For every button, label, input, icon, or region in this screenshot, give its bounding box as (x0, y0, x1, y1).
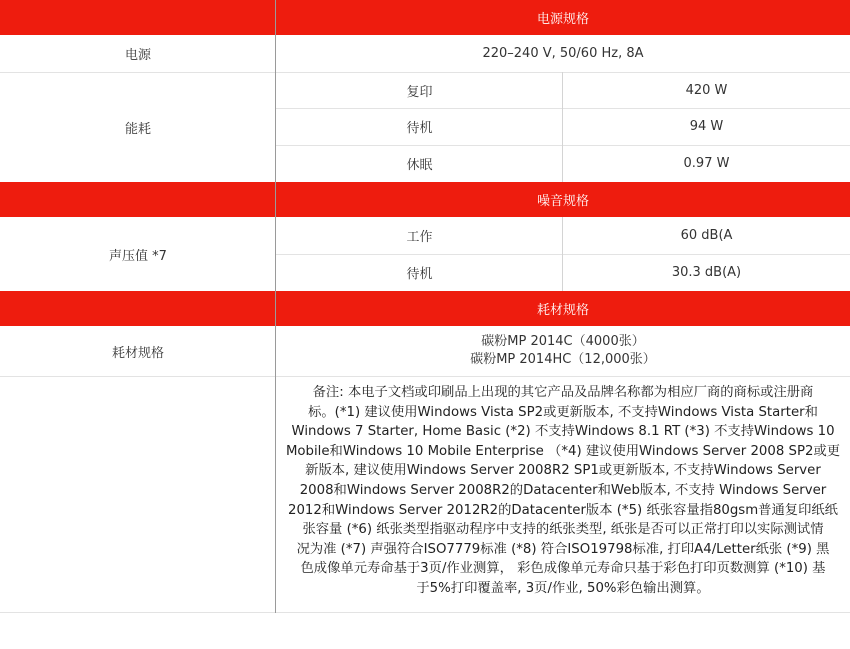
divider (0, 376, 850, 377)
notes-paragraph (280, 383, 846, 599)
note-line: 2008和Windows Server 2008R2的Datacenter和Web版本, 不支持 Windows Server (299, 482, 827, 498)
noise-value-standby: 30.3 dB(A) (671, 265, 742, 280)
column-divider (562, 72, 563, 182)
energy-mode-sleep: 休眠 (406, 158, 433, 173)
header-left-blank (0, 291, 276, 326)
note-line: 于5%打印覆盖率, 3页/作业, 50%彩色输出测算。 (416, 580, 710, 596)
consumable-item: 碳粉MP 2014C（4000张） (481, 334, 645, 349)
energy-value-sleep: 0.97 W (683, 156, 730, 171)
column-divider (562, 217, 563, 291)
note-line: Mobile和Windows 10 Mobile Enterprise （*4) 建议使用Windows Server 2008 SP2或更 (285, 443, 841, 459)
power-label: 电源 (124, 48, 151, 63)
noise-spec-header (0, 182, 850, 217)
note-line: Windows 7 Starter, Home Basic (*2) 不支持Windows 8.1 RT (*3) 不支持Windows 10 (291, 424, 835, 440)
noise-label: 声压值 *7 (109, 248, 167, 264)
note-line: 标。(*1) 建议使用Windows Vista SP2或更新版本, 不支持Windows Vista Starter和 (308, 404, 818, 420)
noise-mode-operating: 工作 (406, 230, 433, 245)
noise-value-operating: 60 dB(A (680, 228, 733, 243)
note-line: 新版本, 建议使用Windows Server 2008R2 SP1或更新版本, 不支持Windows Server (305, 463, 821, 479)
consumables-label: 耗材规格 (111, 345, 164, 361)
energy-value-copy: 420 W (685, 82, 728, 98)
energy-mode-copy: 复印 (406, 84, 433, 100)
consumables-spec-title: 耗材规格 (536, 303, 589, 318)
column-divider (275, 0, 276, 613)
note-line: 色成像单元寿命基于3页/作业测算， 彩色成像单元寿命只基于彩色打印页数测算 (*10) 基 (300, 561, 826, 577)
note-line: 况为准 (*7) 声强符合ISO7779标准 (*8) 符合ISO19798标准, 打印A4/Letter纸张 (*9) 黑 (296, 541, 830, 557)
power-spec-header (0, 0, 850, 35)
table-bottom-divider (0, 612, 850, 613)
consumable-item: 碳粉MP 2014HC（12,000张） (470, 352, 656, 367)
noise-mode-standby: 待机 (406, 267, 433, 282)
header-left-blank (0, 182, 276, 217)
note-line: 2012和Windows Server 2012R2的Datacenter版本 (*5) 纸张容量指80gsm普通复印纸纸 (288, 502, 838, 518)
power-value: 220–240 V, 50/60 Hz, 8A (482, 46, 644, 61)
header-left-blank (0, 0, 276, 35)
energy-value-standby: 94 W (689, 119, 724, 134)
consumables-spec-header (0, 291, 850, 326)
power-spec-title: 电源规格 (536, 12, 589, 27)
note-line: 张容量 (*6) 纸张类型指驱动程序中支持的纸张类型, 纸张是否可以正常打印以实际测试情 (302, 522, 824, 538)
note-line: 备注: 本电子文档或印刷品上出现的其它产品及品牌名称都为相应厂商的商标或注册商 (312, 385, 814, 400)
energy-mode-standby: 待机 (406, 121, 433, 136)
consumables-list (276, 326, 850, 376)
energy-label: 能耗 (124, 121, 151, 137)
noise-spec-title: 噪音规格 (536, 194, 589, 209)
